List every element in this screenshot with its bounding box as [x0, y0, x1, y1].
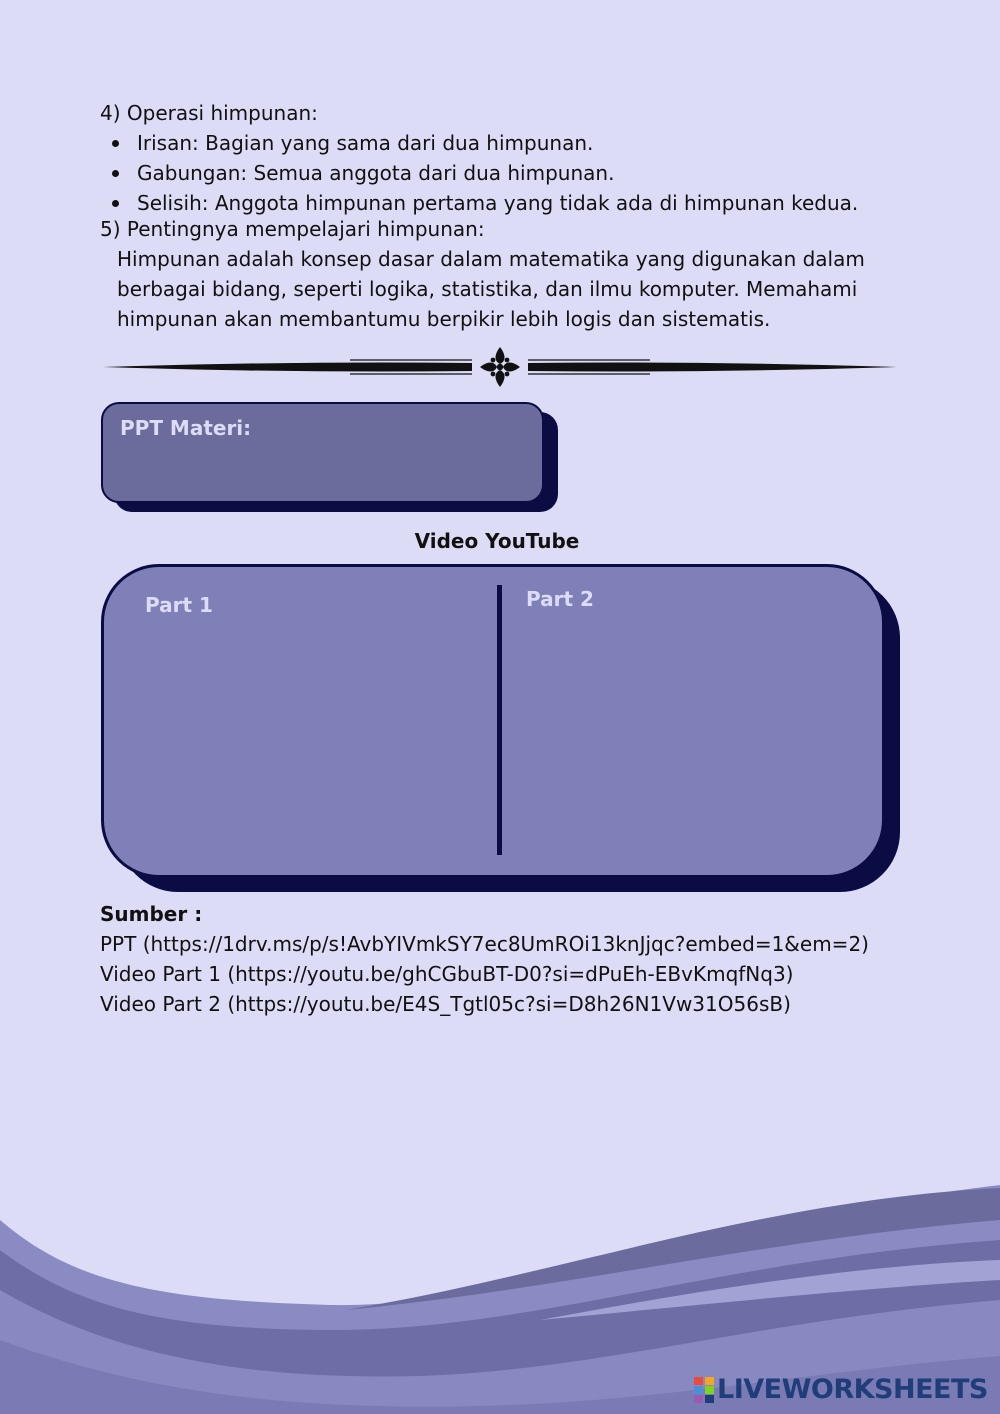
list-item-text: Gabungan: Semua anggota dari dua himpunan.: [137, 161, 615, 185]
source-ppt: PPT (https://1drv.ms/p/s!AvbYIVmkSY7ec8UmROi13knJjqc?embed=1&em=2): [100, 932, 869, 956]
list-item: [100, 128, 858, 158]
video-section-title: Video YouTube: [414, 529, 580, 553]
list-item: [100, 158, 858, 188]
video-part1-label: Part 1: [145, 593, 213, 617]
liveworksheets-logo-icon: [693, 1376, 715, 1404]
bullet-icon: [112, 140, 119, 147]
bullet-icon: [112, 200, 119, 207]
paragraph-line: himpunan akan membantumu berpikir lebih logis dan sistematis.: [117, 307, 771, 331]
ppt-label: PPT Materi:: [120, 416, 252, 440]
sources-heading: Sumber :: [100, 902, 203, 926]
paragraph-line: Himpunan adalah konsep dasar dalam matematika yang digunakan dalam: [117, 247, 865, 271]
fleur-ornament-icon: [480, 347, 520, 387]
video-embed-area[interactable]: [101, 564, 885, 878]
list-item-text: Selisih: Anggota himpunan pertama yang tidak ada di himpunan kedua.: [137, 191, 859, 215]
ornament-divider: [100, 345, 900, 389]
liveworksheets-logo: [693, 1374, 988, 1406]
section4-heading: 4) Operasi himpunan:: [100, 101, 318, 125]
section5-paragraph: [117, 244, 917, 334]
operations-list: [100, 128, 858, 218]
liveworksheets-logo-text: LIVEWORKSHEETS: [717, 1374, 988, 1405]
source-video-part2: Video Part 2 (https://youtu.be/E4S_Tgtl05c?si=D8h26N1Vw31O56sB): [100, 992, 791, 1016]
bullet-icon: [112, 170, 119, 177]
video-part2-label: Part 2: [526, 587, 594, 611]
video-divider: [497, 585, 502, 855]
source-video-part1: Video Part 1 (https://youtu.be/ghCGbuBT-D0?si=dPuEh-EBvKmqfNq3): [100, 962, 794, 986]
paragraph-line: berbagai bidang, seperti logika, statistika, dan ilmu komputer. Memahami: [117, 277, 858, 301]
section5-heading: 5) Pentingnya mempelajari himpunan:: [100, 217, 485, 241]
list-item-text: Irisan: Bagian yang sama dari dua himpunan.: [137, 131, 594, 155]
